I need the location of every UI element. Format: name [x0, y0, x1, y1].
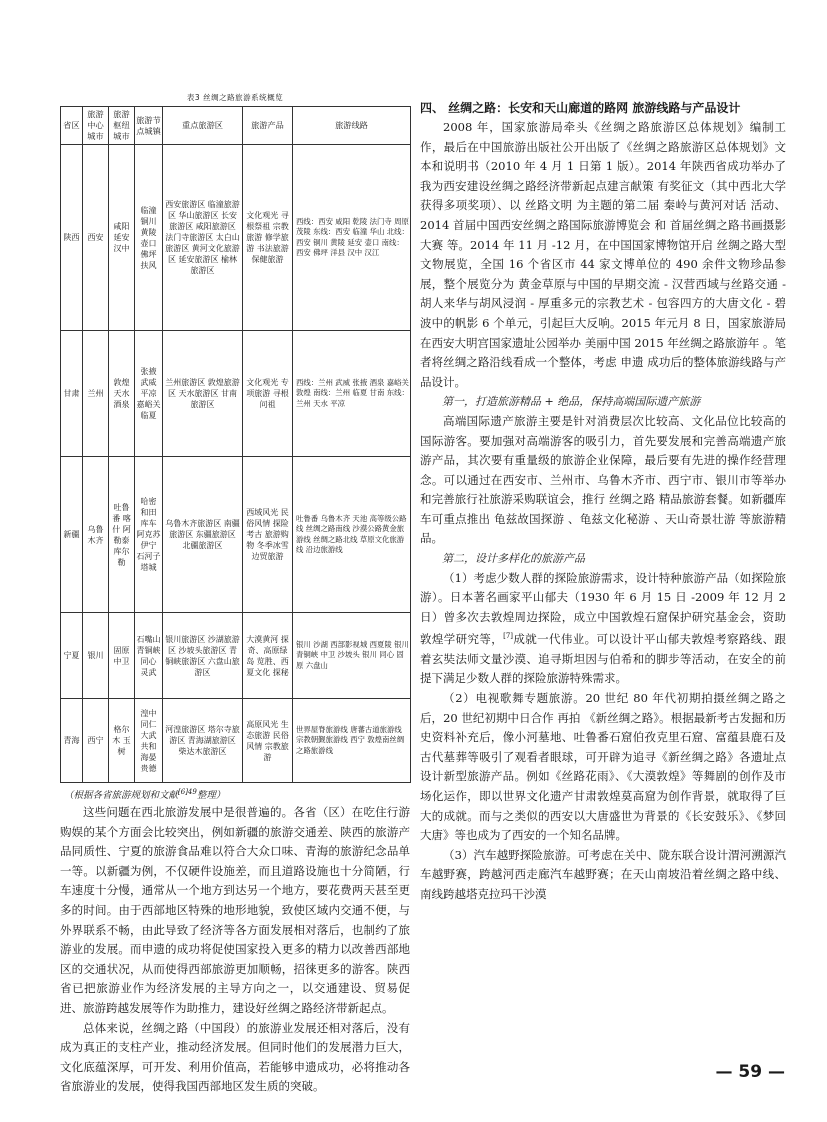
right-column [420, 98, 786, 905]
header-center-city: 旅游中心城市 [83, 107, 109, 145]
cell-center: 银川 [83, 613, 109, 699]
cell-routes: 西线：西安 咸阳 乾陵 法门寺 周原 茂陵 东线：西安 临潼 华山 北线：西安 铜川 黄陵 延安 壶口 南线：西安 佛坪 洋县 汉中 汉江 [293, 145, 411, 331]
cell-routes: 西线：兰州 武威 张掖 酒泉 嘉峪关 敦煌 南线：兰州 临夏 甘南 东线：兰州 天水 平凉 [293, 331, 411, 457]
cell-areas: 兰州旅游区 敦煌旅游区 天水旅游区 甘南旅游区 [163, 331, 243, 457]
table-row [61, 457, 411, 613]
table-source-text: （根据各省旅游规划和文献 [64, 790, 179, 801]
cell-hub: 敦煌 天水 酒泉 [109, 331, 135, 457]
cell-province: 甘肃 [61, 331, 83, 457]
header-node-town: 旅游节点城镇 [135, 107, 163, 145]
cell-products: 文化观光 专项旅游 寻根问祖 [243, 331, 293, 457]
table-source-tail: 整理） [196, 790, 226, 801]
cell-province: 新疆 [61, 457, 83, 613]
tourism-system-table [60, 106, 411, 783]
cell-hub: 咸阳 延安 汉中 [109, 145, 135, 331]
cell-province: 宁夏 [61, 613, 83, 699]
table-row [61, 699, 411, 783]
table-header-row [61, 107, 411, 145]
table-row [61, 331, 411, 457]
subheading-2: 第二，设计多样化的旅游产品 [442, 552, 585, 566]
cell-products: 高原风光 生态旅游 民俗风情 宗教旅游 [243, 699, 293, 783]
cell-areas: 银川旅游区 沙湖旅游区 沙坡头旅游区 青铜峡旅游区 六盘山旅游区 [163, 613, 243, 699]
cell-areas: 乌鲁木齐旅游区 南疆旅游区 东疆旅游区 北疆旅游区 [163, 457, 243, 613]
right-paragraph-4: （2）电视歌舞专题旅游。20 世纪 80 年代初期拍摄丝绸之路之后，20 世纪初期中日合作 再拍 《新丝绸之路》。根据最新考古发掘和历史资料补充后，像小河墓地、吐鲁番石窟伯孜克里石窟、富蕴县鹿石及古代墓葬等吸引了观看者眼球，可开辟为追寻《新丝绸之路》各遗址点设计新型旅游产品。例如《丝路花雨》、《大漠敦煌》等舞剧的创作及市场化运作，即以世界文化遗产甘肃敦煌莫高窟为创作背景，就取得了巨大的成就。而与之类似的西安以大唐盛世为背景的《长安鼓乐》、《梦回大唐》等也成为了西安的一个知名品牌。 [420, 691, 786, 843]
header-key-area: 重点旅游区 [163, 107, 243, 145]
header-province: 省区 [61, 107, 83, 145]
left-paragraph-1: 这些问题在西北旅游发展中是很普遍的。各省（区）在吃住行游购娱的某个方面会比较突出，例如新疆的旅游交通差、陕西的旅游产品同质性、宁夏的旅游食品难以符合大众口味、青海的旅游纪念品单一等。以新疆为例，不仅硬件设施差，而且道路设施也十分简陋，行车速度十分慢，通常从一个地方到达另一个地方，要花费两天甚至更多的时间。由于西部地区特殊的地形地貌，致使区域内交通不便，与外界联系不畅，由此导致了经济等各方面发展相对落后，也制约了旅游业的发展。而申遗的成功将促使国家投入更多的精力以改善西部地区的交通状况，从而使得西部旅游更加顺畅，招徕更多的游客。陕西省已把旅游业作为经济发展的主导方向之一，以交通建设、贸易促进、旅游跨越发展等作为助推力，建设好丝绸之路经济带新起点。 [60, 805, 410, 1015]
cell-areas: 西安旅游区 临潼旅游区 华山旅游区 长安旅游区 咸阳旅游区 法门寺旅游区 太白山旅游区 黄河文化旅游区 延安旅游区 榆林旅游区 [163, 145, 243, 331]
page-number: — 59 — [715, 1062, 785, 1082]
left-paragraph-2: 总体来说，丝绸之路（中国段）的旅游业发展还相对落后，没有成为真正的支柱产业，推动经济发展。但同时他们的发展潜力巨大，文化底蕴深厚，可开发、利用价值高，若能够申遗成功，必将推动各省旅游业的发展，使得我国西部地区发生质的突破。 [60, 1020, 410, 1094]
header-hub-city: 旅游枢纽城市 [109, 107, 135, 145]
cell-center: 乌鲁木齐 [83, 457, 109, 613]
cell-routes: 吐鲁番 乌鲁木齐 天池 高等级公路线 丝绸之路南线 沙漠公路黄金旅游线 丝绸之路北线 草原文化旅游线 沿边旅游线 [293, 457, 411, 613]
left-column [60, 92, 410, 1097]
header-route: 旅游线路 [293, 107, 411, 145]
cell-province: 青海 [61, 699, 83, 783]
subheading-1: 第一，打造旅游精品 + 绝品，保持高端国际遗产旅游 [442, 395, 701, 409]
citation-ref: [7] [503, 632, 514, 641]
right-paragraph-1: 2008 年，国家旅游局牵头《丝绸之路旅游区总体规划》编制工作，最后在中国旅游出版社公开出版了《丝绸之路旅游区总体规划》文本和说明书（2010 年 4 月 1 日第 1 版）。2014 年陕西省成功举办了 我为西安建设丝绸之路经济带新起点建言献策 有奖征文（其中西北大学获得多项奖项）、以 丝路文明 为主题的第二届 秦岭与黄河对话 活动、2014 首届中国西安丝绸之路国际旅游博览会 和 首届丝绸之路书画摄影大赛 等。2014 年 11 月 -12 月，在中国国家博物馆开启 丝绸之路大型文物展览，全国 16 个省区市 44 家文博单位的 490 余件文物珍品参展，整个展览分为 黄金草原与中国的早期交流 - 汉营西域与丝路交通 - 胡人来华与胡风浸润 - 厚重多元的宗教艺术 - 包容四方的大唐文化 - 碧波中的帆影 6 个单元，引起巨大反响。2015 年元月 8 日，国家旅游局在西安大明宫国家遗址公园举办 美丽中国 2015 年丝绸之路旅游年 。笔者将丝绸之路沿线看成一个整体，考虑 申遗 成功后的整体旅游线路与产品设计。 [420, 120, 786, 389]
header-product: 旅游产品 [243, 107, 293, 145]
cell-nodes: 临潼 铜川 黄陵 壶口 佛坪 扶风 [135, 145, 163, 331]
cell-routes: 银川 沙湖 西部影视城 西夏陵 银川 青铜峡 中卫 沙坡头 银川 同心 固原 六盘山 [293, 613, 411, 699]
cell-center: 兰州 [83, 331, 109, 457]
cell-center: 西宁 [83, 699, 109, 783]
table-row [61, 613, 411, 699]
cell-areas: 河湟旅游区 塔尔寺旅游区 青海湖旅游区 柴达木旅游区 [163, 699, 243, 783]
cell-hub: 固原 中卫 [109, 613, 135, 699]
right-paragraph-5: （3）汽车越野探险旅游。可考虑在关中、陇东联合设计渭河溯源汽车越野赛，跨越河西走廊汽车越野赛；在天山南坡沿着丝绸之路中线、南线跨越塔克拉玛干沙漠 [420, 847, 786, 901]
cell-products: 文化观光 寻根祭祖 宗教旅游 修学旅游 书法旅游 保健旅游 [243, 145, 293, 331]
table-source-note [64, 787, 410, 801]
cell-products: 大漠黄河 探奇、高原绿岛 览胜、西夏文化 探秘 [243, 613, 293, 699]
cell-province: 陕西 [61, 145, 83, 331]
table-source-ref: [6]49 [178, 787, 197, 796]
cell-nodes: 湟中 同仁 大武 共和 海晏 贵德 [135, 699, 163, 783]
table-row [61, 145, 411, 331]
cell-nodes: 哈密 和田 库车 阿克苏 伊宁 石河子 塔城 [135, 457, 163, 613]
cell-nodes: 石嘴山 青铜峡 同心 灵武 [135, 613, 163, 699]
cell-routes: 世界屋脊旅游线 唐蕃古道旅游线 宗教朝觐旅游线 西宁 敦煌南丝绸之路旅游线 [293, 699, 411, 783]
cell-nodes: 张掖 武威 平凉 嘉峪关 临夏 [135, 331, 163, 457]
right-paragraph-2: 高端国际遗产旅游主要是针对消费层次比较高、文化品位比较高的国际游客。要加强对高端游客的吸引力，首先要发展和完善高端遗产旅游产品，其次要有重量级的旅游企业保障，最后要有先进的操作经营理念。可以通过在西安市、兰州市、乌鲁木齐市、西宁市、银川市等举办和完善旅行社旅游采购联谊会，推行 丝绸之路 精品旅游套餐。如新疆库车可重点推出 龟兹故国探游 、龟兹文化秘游 、天山奇景壮游 等旅游精品。 [420, 413, 786, 546]
right-paragraph-3 [420, 569, 786, 689]
table-caption: 表3 丝绸之路旅游系统概览 [186, 93, 284, 102]
paragraph-3-text-b: 成就一代伟业。可以设计平山郁夫敦煌考察路线、跟着玄奘法师文量沙漠、追寻斯坦因与伯希和的脚步等活动，在安全的前提下满足少数人群的探险旅游特殊需求。 [420, 632, 787, 686]
paragraph-3-text-a: （1）考虑少数人群的探险旅游需求，设计特种旅游产品（如探险旅游）。日本著名画家平山郁夫（1930 年 6 月 15 日 -2009 年 12 月 2 日）曾多次去敦煌周边探险，成立中国敦煌石窟保护研究基金会，资助敦煌学研究等， [420, 570, 786, 647]
cell-hub: 吐鲁番 喀什 阿勒泰 库尔勒 [109, 457, 135, 613]
cell-hub: 格尔木 玉树 [109, 699, 135, 783]
section-heading: 四、 丝绸之路：长安和天山廊道的路网 旅游线路与产品设计 [420, 101, 741, 115]
cell-products: 西域风光 民俗风情 探险考古 旅游购物 冬季冰雪 边贸旅游 [243, 457, 293, 613]
cell-center: 西安 [83, 145, 109, 331]
